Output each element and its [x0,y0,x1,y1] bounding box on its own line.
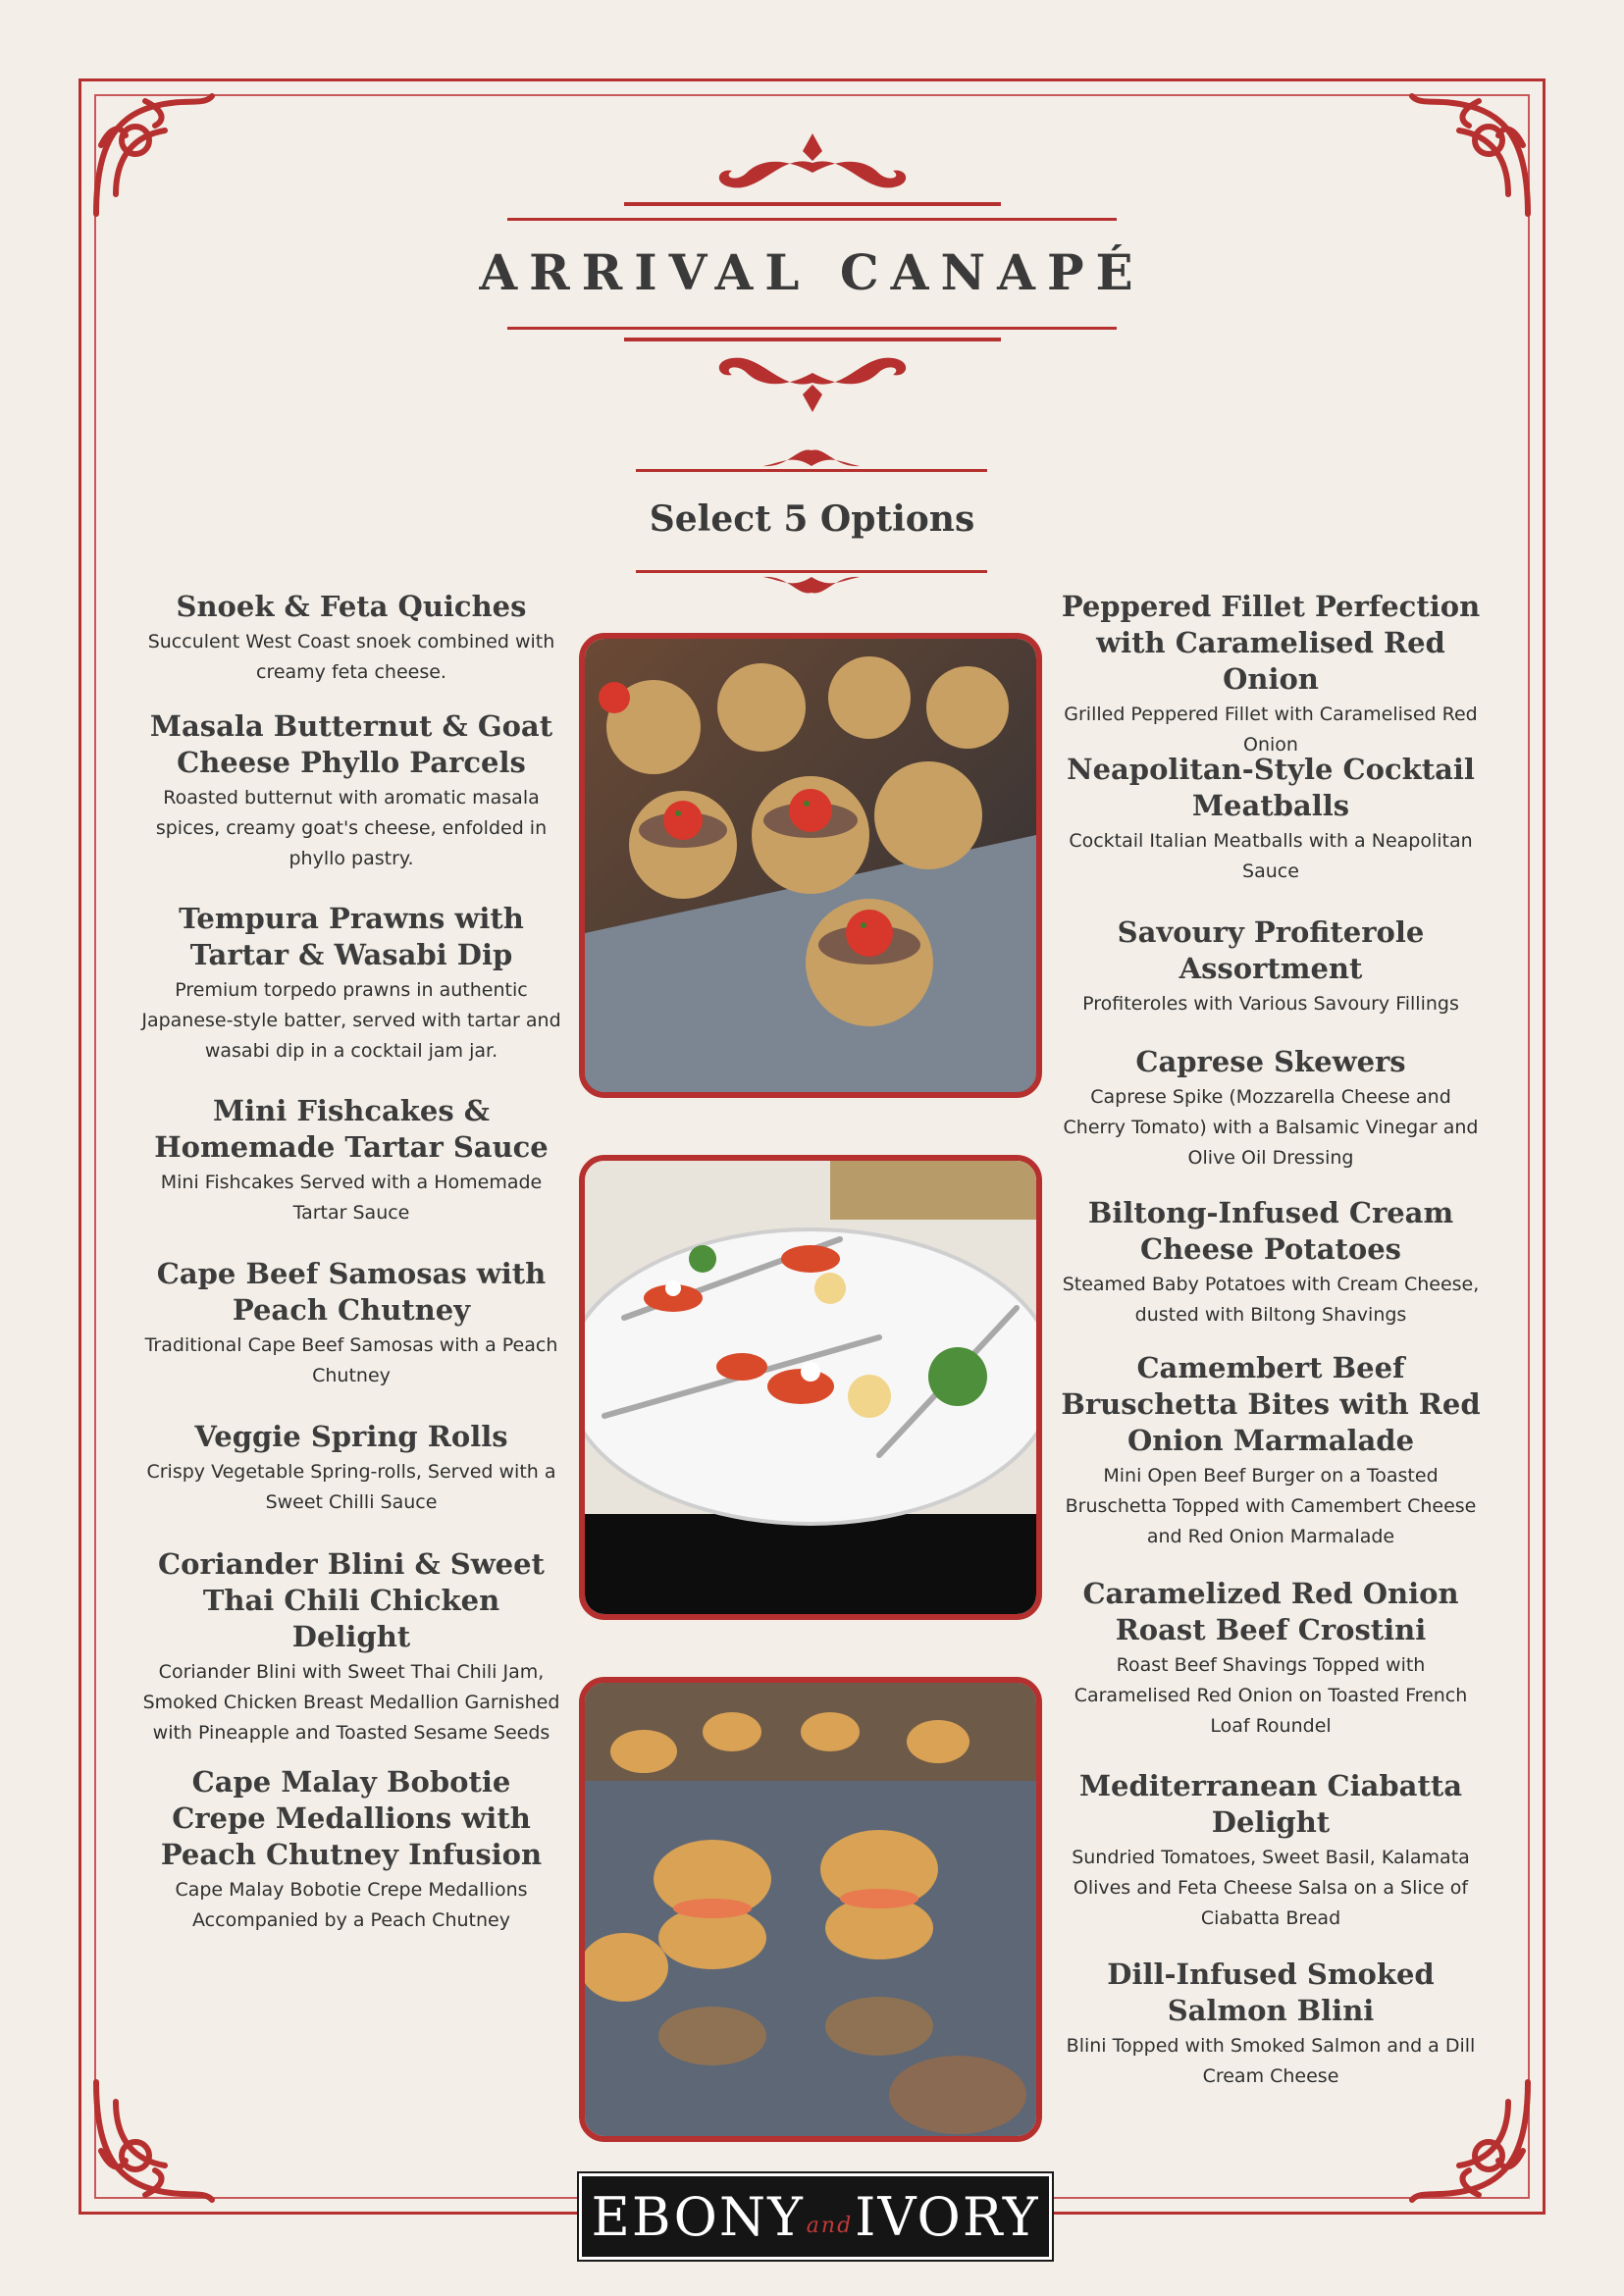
menu-item [140,589,562,688]
corner-flourish-icon [1400,2072,1538,2210]
menu-item-name: Savoury Profiterole Assortment [1117,915,1425,985]
menu-item-desc: Mini Open Beef Burger on a Toasted Bruschetta Topped with Camembert Cheese and Red Onion Marmalade [1065,1465,1477,1547]
menu-item-desc: Caprese Spike (Mozzarella Cheese and Cherry Tomato) with a Balsamic Vinegar and Olive Oil Dressing [1063,1086,1479,1169]
menu-item [1060,1044,1482,1174]
menu-item [1060,1768,1482,1934]
canape-photo-2 [579,1155,1042,1620]
logo-text-and: and [806,2213,854,2238]
menu-item-desc: Sundried Tomatoes, Sweet Basil, Kalamata Olives and Feta Cheese Salsa on a Slice of Ciabatta Bread [1072,1847,1470,1929]
menu-item-name: Masala Butternut & Goat Cheese Phyllo Parcels [149,709,553,779]
menu-item [1060,589,1482,760]
menu-item-desc: Mini Fishcakes Served with a Homemade Tartar Sauce [160,1172,543,1224]
menu-item [140,708,562,874]
corner-flourish-icon [86,86,224,224]
brand-logo [579,2173,1052,2260]
menu-item-desc: Profiteroles with Various Savoury Fillings [1082,993,1459,1015]
menu-item [1060,1576,1482,1742]
page-title: ARRIVAL CANAPÉ [479,243,1145,301]
menu-item-name: Mini Fishcakes & Homemade Tartar Sauce [154,1094,549,1164]
menu-item [140,1093,562,1228]
menu-item [1060,914,1482,1019]
menu-item-desc: Succulent West Coast snoek combined with creamy feta cheese. [147,631,555,683]
menu-item-desc: Blini Topped with Smoked Salmon and a Dill Cream Cheese [1066,2035,1476,2087]
menu-item [1060,1957,1482,2092]
menu-item-desc: Coriander Blini with Sweet Thai Chili Jam, Smoked Chicken Breast Medallion Garnished with Pineapple and Toasted Sesame Seeds [142,1661,560,1744]
menu-item-name: Cape Malay Bobotie Crepe Medallions with Peach Chutney Infusion [160,1765,543,1871]
menu-item [140,1419,562,1518]
logo-text-right: IVORY [855,2185,1040,2248]
corner-flourish-icon [1400,86,1538,224]
menu-item-name: Veggie Spring Rolls [194,1420,508,1453]
menu-item-desc: Roast Beef Shavings Topped with Caramelised Red Onion on Toasted French Loaf Roundel [1074,1654,1468,1737]
menu-item-name: Caramelized Red Onion Roast Beef Crostini [1082,1577,1459,1646]
menu-item-name: Cape Beef Samosas with Peach Chutney [156,1257,547,1327]
menu-item-name: Neapolitan-Style Cocktail Meatballs [1067,753,1475,822]
menu-item-name: Caprese Skewers [1135,1045,1406,1078]
menu-item-name: Coriander Blini & Sweet Thai Chili Chicken Delight [158,1547,545,1653]
menu-item-name: Biltong-Infused Cream Cheese Potatoes [1087,1196,1454,1266]
menu-item [1060,1195,1482,1331]
subtitle: Select 5 Options [649,498,975,540]
menu-item [1060,752,1482,887]
menu-item-name: Snoek & Feta Quiches [176,590,527,623]
menu-item [1060,1350,1482,1552]
canape-photo-1 [579,633,1042,1098]
menu-item-name: Camembert Beef Bruschetta Bites with Red Onion Marmalade [1061,1351,1481,1457]
menu-item [140,1764,562,1936]
menu-item [140,901,562,1067]
subtitle-bottom-ornament-icon [636,567,987,597]
menu-item-desc: Cape Malay Bobotie Crepe Medallions Accompanied by a Peach Chutney [175,1879,528,1931]
canape-photo-3 [579,1677,1042,2142]
corner-flourish-icon [86,2072,224,2210]
menu-item [140,1256,562,1391]
menu-item-desc: Roasted butternut with aromatic masala spices, creamy goat's cheese, enfolded in phyllo pastry. [155,787,548,869]
menu-item-name: Mediterranean Ciabatta Delight [1078,1769,1463,1839]
menu-item-name: Dill-Infused Smoked Salmon Blini [1107,1957,1435,2027]
menu-item-desc: Steamed Baby Potatoes with Cream Cheese, dusted with Biltong Shavings [1062,1274,1480,1326]
menu-item-name: Peppered Fillet Perfection with Caramelised Red Onion [1061,590,1481,696]
menu-item-desc: Crispy Vegetable Spring-rolls, Served with a Sweet Chilli Sauce [146,1461,556,1513]
logo-text-left: EBONY [591,2185,805,2248]
title-bottom-ornament-icon [624,334,1001,412]
menu-item-desc: Premium torpedo prawns in authentic Japanese-style batter, served with tartar and wasabi dip in a cocktail jam jar. [141,979,561,1062]
menu-item [140,1546,562,1748]
title-top-ornament-icon [624,133,1001,212]
menu-item-desc: Cocktail Italian Meatballs with a Neapolitan Sauce [1069,830,1473,882]
menu-item-name: Tempura Prawns with Tartar & Wasabi Dip [179,902,524,971]
menu-item-desc: Grilled Peppered Fillet with Caramelised Red Onion [1064,704,1478,756]
menu-item-desc: Traditional Cape Beef Samosas with a Peach Chutney [144,1334,558,1386]
subtitle-top-ornament-icon [636,446,987,476]
title-bottom-line [507,327,1117,330]
title-top-line [507,218,1117,221]
